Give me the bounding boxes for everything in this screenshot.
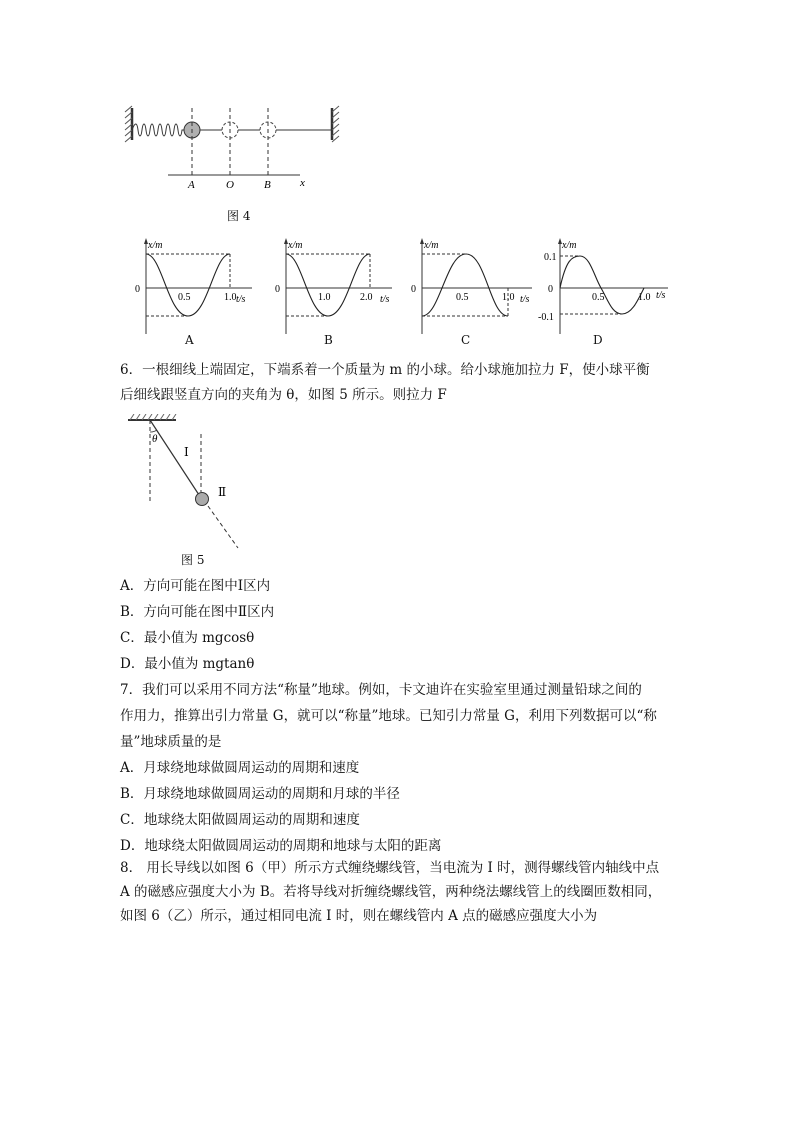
curve — [146, 254, 230, 316]
region2-label: Ⅱ — [218, 485, 227, 499]
origin-label: 0 — [548, 284, 553, 295]
ymax-label: 0.1 — [544, 252, 557, 263]
q6-option-a: A．方向可能在图中Ⅰ区内 — [120, 578, 271, 594]
graph-c-letter: C — [461, 333, 471, 347]
label-a: A — [188, 179, 195, 191]
string — [150, 420, 201, 498]
tick-label: 0.5 — [456, 292, 469, 303]
origin-label: 0 — [135, 284, 140, 295]
q6-line1: 6．一根细线上端固定，下端系着一个质量为 m 的小球。给小球施加拉力 F，使小球平衡 — [120, 362, 650, 378]
ylabel: x/m — [288, 240, 303, 251]
label-b: B — [264, 179, 271, 191]
figure4-caption: 图 4 — [227, 209, 251, 223]
graph-d — [538, 236, 674, 340]
ylabel: x/m — [424, 240, 439, 251]
ymin-label: -0.1 — [538, 312, 554, 323]
tick-label: 0.5 — [178, 292, 191, 303]
ylabel: x/m — [148, 240, 163, 251]
extension-dash — [208, 506, 238, 548]
q8-line2: A 的磁感应强度大小为 B。若将导线对折缠绕螺线管，两种绕法螺线管上的线圈匝数相同， — [120, 884, 662, 900]
origin-label: 0 — [275, 284, 280, 295]
tick-label: 1.0 — [224, 292, 237, 303]
curve — [422, 254, 508, 316]
q7-line2: 作用力，推算出引力常量 G，就可以“称量”地球。已知引力常量 G，利用下列数据可以“称 — [120, 708, 657, 724]
q6-option-d: D．最小值为 mgtanθ — [120, 656, 255, 672]
tlabel: t/s — [236, 294, 246, 305]
tick-label: 0.5 — [592, 292, 605, 303]
label-o: O — [226, 179, 234, 191]
q8-line3: 如图 6（乙）所示，通过相同电流 I 时，则在螺线管内 A 点的磁感应强度大小为 — [120, 908, 598, 924]
figure5-diagram — [126, 414, 246, 554]
spring — [132, 124, 184, 136]
q7-line3: 量”地球质量的是 — [120, 734, 222, 750]
graph-d-letter: D — [593, 333, 603, 347]
tlabel: t/s — [380, 294, 390, 305]
figure5-caption: 图 5 — [181, 553, 205, 567]
q6-option-c: C．最小值为 mgcosθ — [120, 630, 255, 646]
graph-a-letter: A — [185, 333, 194, 347]
region1-label: Ⅰ — [184, 445, 189, 459]
tick-label: 1.0 — [318, 292, 331, 303]
figure4-diagram — [120, 100, 350, 195]
graph-a — [132, 236, 258, 340]
ball — [196, 493, 209, 506]
tlabel: t/s — [656, 290, 666, 301]
ylabel: x/m — [562, 240, 577, 251]
tick-label: 1.0 — [502, 292, 515, 303]
q7-option-d: D．地球绕太阳做圆周运动的周期和地球与太阳的距离 — [120, 838, 442, 854]
angle-arc — [150, 430, 157, 432]
tick-label: 1.0 — [638, 292, 651, 303]
curve — [286, 254, 370, 316]
tick-label: 2.0 — [360, 292, 373, 303]
graph-c — [408, 236, 538, 340]
curve — [560, 256, 644, 314]
q7-option-c: C．地球绕太阳做圆周运动的周期和速度 — [120, 812, 360, 828]
q7-option-b: B．月球绕地球做圆周运动的周期和月球的半径 — [120, 786, 400, 802]
graph-b — [272, 236, 398, 340]
q6-option-b: B．方向可能在图中Ⅱ区内 — [120, 604, 275, 620]
q7-line1: 7．我们可以采用不同方法“称量”地球。例如，卡文迪许在实验室里通过测量铅球之间的 — [120, 682, 642, 698]
q7-option-a: A．月球绕地球做圆周运动的周期和速度 — [120, 760, 360, 776]
q8-line1: 8． 用长导线以如图 6（甲）所示方式缠绕螺线管，当电流为 I 时，测得螺线管内轴线中点 — [120, 860, 660, 876]
tlabel: t/s — [520, 294, 530, 305]
graph-b-letter: B — [324, 333, 333, 347]
q6-line2: 后细线跟竖直方向的夹角为 θ，如图 5 所示。则拉力 F — [120, 387, 447, 403]
label-x: x — [300, 177, 305, 189]
origin-label: 0 — [411, 284, 416, 295]
theta-label: θ — [152, 433, 158, 445]
